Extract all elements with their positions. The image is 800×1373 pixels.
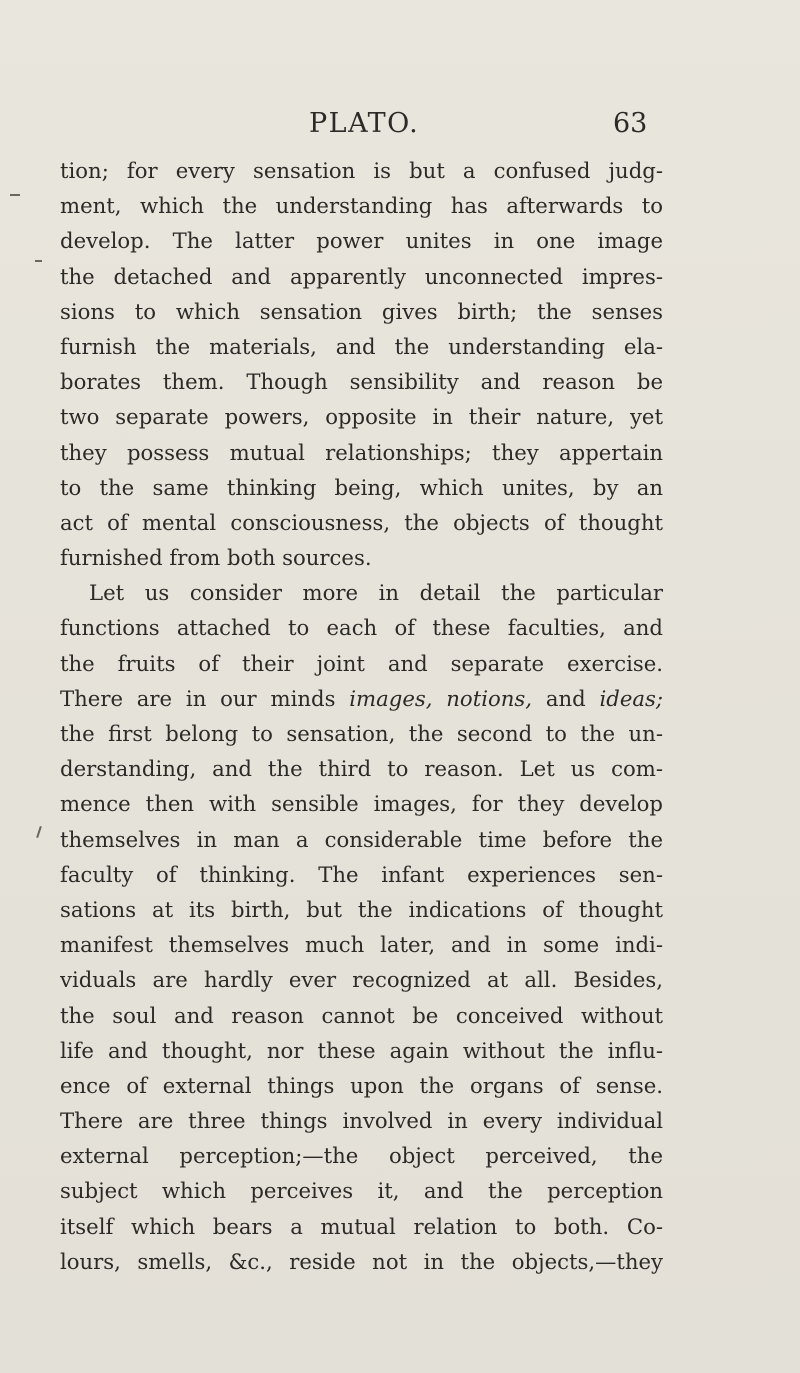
text-line: ence of external things upon the organs of sense. xyxy=(60,1072,663,1098)
page-number: 63 xyxy=(613,108,648,139)
text-line: external perception;—the object perceived, the xyxy=(60,1143,663,1169)
text-line: furnish the materials, and the understanding ela- xyxy=(60,333,663,359)
text-line: develop. The latter power unites in one image xyxy=(60,228,663,254)
margin-mark-dash xyxy=(10,194,20,196)
running-head xyxy=(0,104,800,144)
text-line: functions attached to each of these faculties, and xyxy=(60,615,663,641)
text-line: mence then with sensible images, for they develop xyxy=(60,791,663,817)
text-line: manifest themselves much later, and in some indi- xyxy=(60,932,663,958)
text-line: the fruits of their joint and separate exercise. xyxy=(60,650,663,676)
text-line: faculty of thinking. The infant experiences sen- xyxy=(60,861,663,887)
text-line: sations at its birth, but the indications of thought xyxy=(60,896,663,922)
paragraph-end-line: furnished from both sources. xyxy=(60,545,372,571)
text-line: two separate powers, opposite in their nature, yet xyxy=(60,404,663,430)
text-line: ment, which the understanding has afterwards to xyxy=(60,193,663,219)
text-line: they possess mutual relationships; they appertain xyxy=(60,439,663,465)
text-line: themselves in man a considerable time before the xyxy=(60,826,663,852)
text-line: itself which bears a mutual relation to both. Co- xyxy=(60,1213,663,1239)
italic-term: images, notions, xyxy=(349,685,532,711)
text-line: to the same thinking being, which unites, by an xyxy=(60,474,663,500)
text-line: borates them. Though sensibility and reason be xyxy=(60,369,663,395)
text-run: and xyxy=(532,685,600,711)
paragraph-start-line: Let us consider more in detail the particular xyxy=(89,580,663,606)
italic-term: ideas; xyxy=(599,685,663,711)
text-line: the detached and apparently unconnected impres- xyxy=(60,263,663,289)
text-line: life and thought, nor these again without the influ- xyxy=(60,1037,663,1063)
text-line: sions to which sensation gives birth; the senses xyxy=(60,298,663,324)
margin-mark-tick xyxy=(35,260,42,262)
text-line: lours, smells, &c., reside not in the objects,—they xyxy=(60,1248,663,1274)
text-run: There are in our minds xyxy=(60,685,350,711)
text-line: subject which perceives it, and the perception xyxy=(60,1178,663,1204)
running-head-title: PLATO. xyxy=(309,108,420,139)
margin-mark-stroke xyxy=(36,826,42,838)
body-text xyxy=(60,153,663,1279)
text-line-with-italics xyxy=(60,681,663,716)
text-line: viduals are hardly ever recognized at all. Besides, xyxy=(60,967,663,993)
text-line: the first belong to sensation, the second to the un- xyxy=(60,721,663,746)
text-line: tion; for every sensation is but a confused judg- xyxy=(60,158,663,183)
text-line: act of mental consciousness, the objects of thought xyxy=(60,509,663,535)
text-line: There are three things involved in every individual xyxy=(60,1108,663,1134)
text-line: the soul and reason cannot be conceived without xyxy=(60,1002,663,1028)
text-line: derstanding, and the third to reason. Let us com- xyxy=(60,756,663,782)
